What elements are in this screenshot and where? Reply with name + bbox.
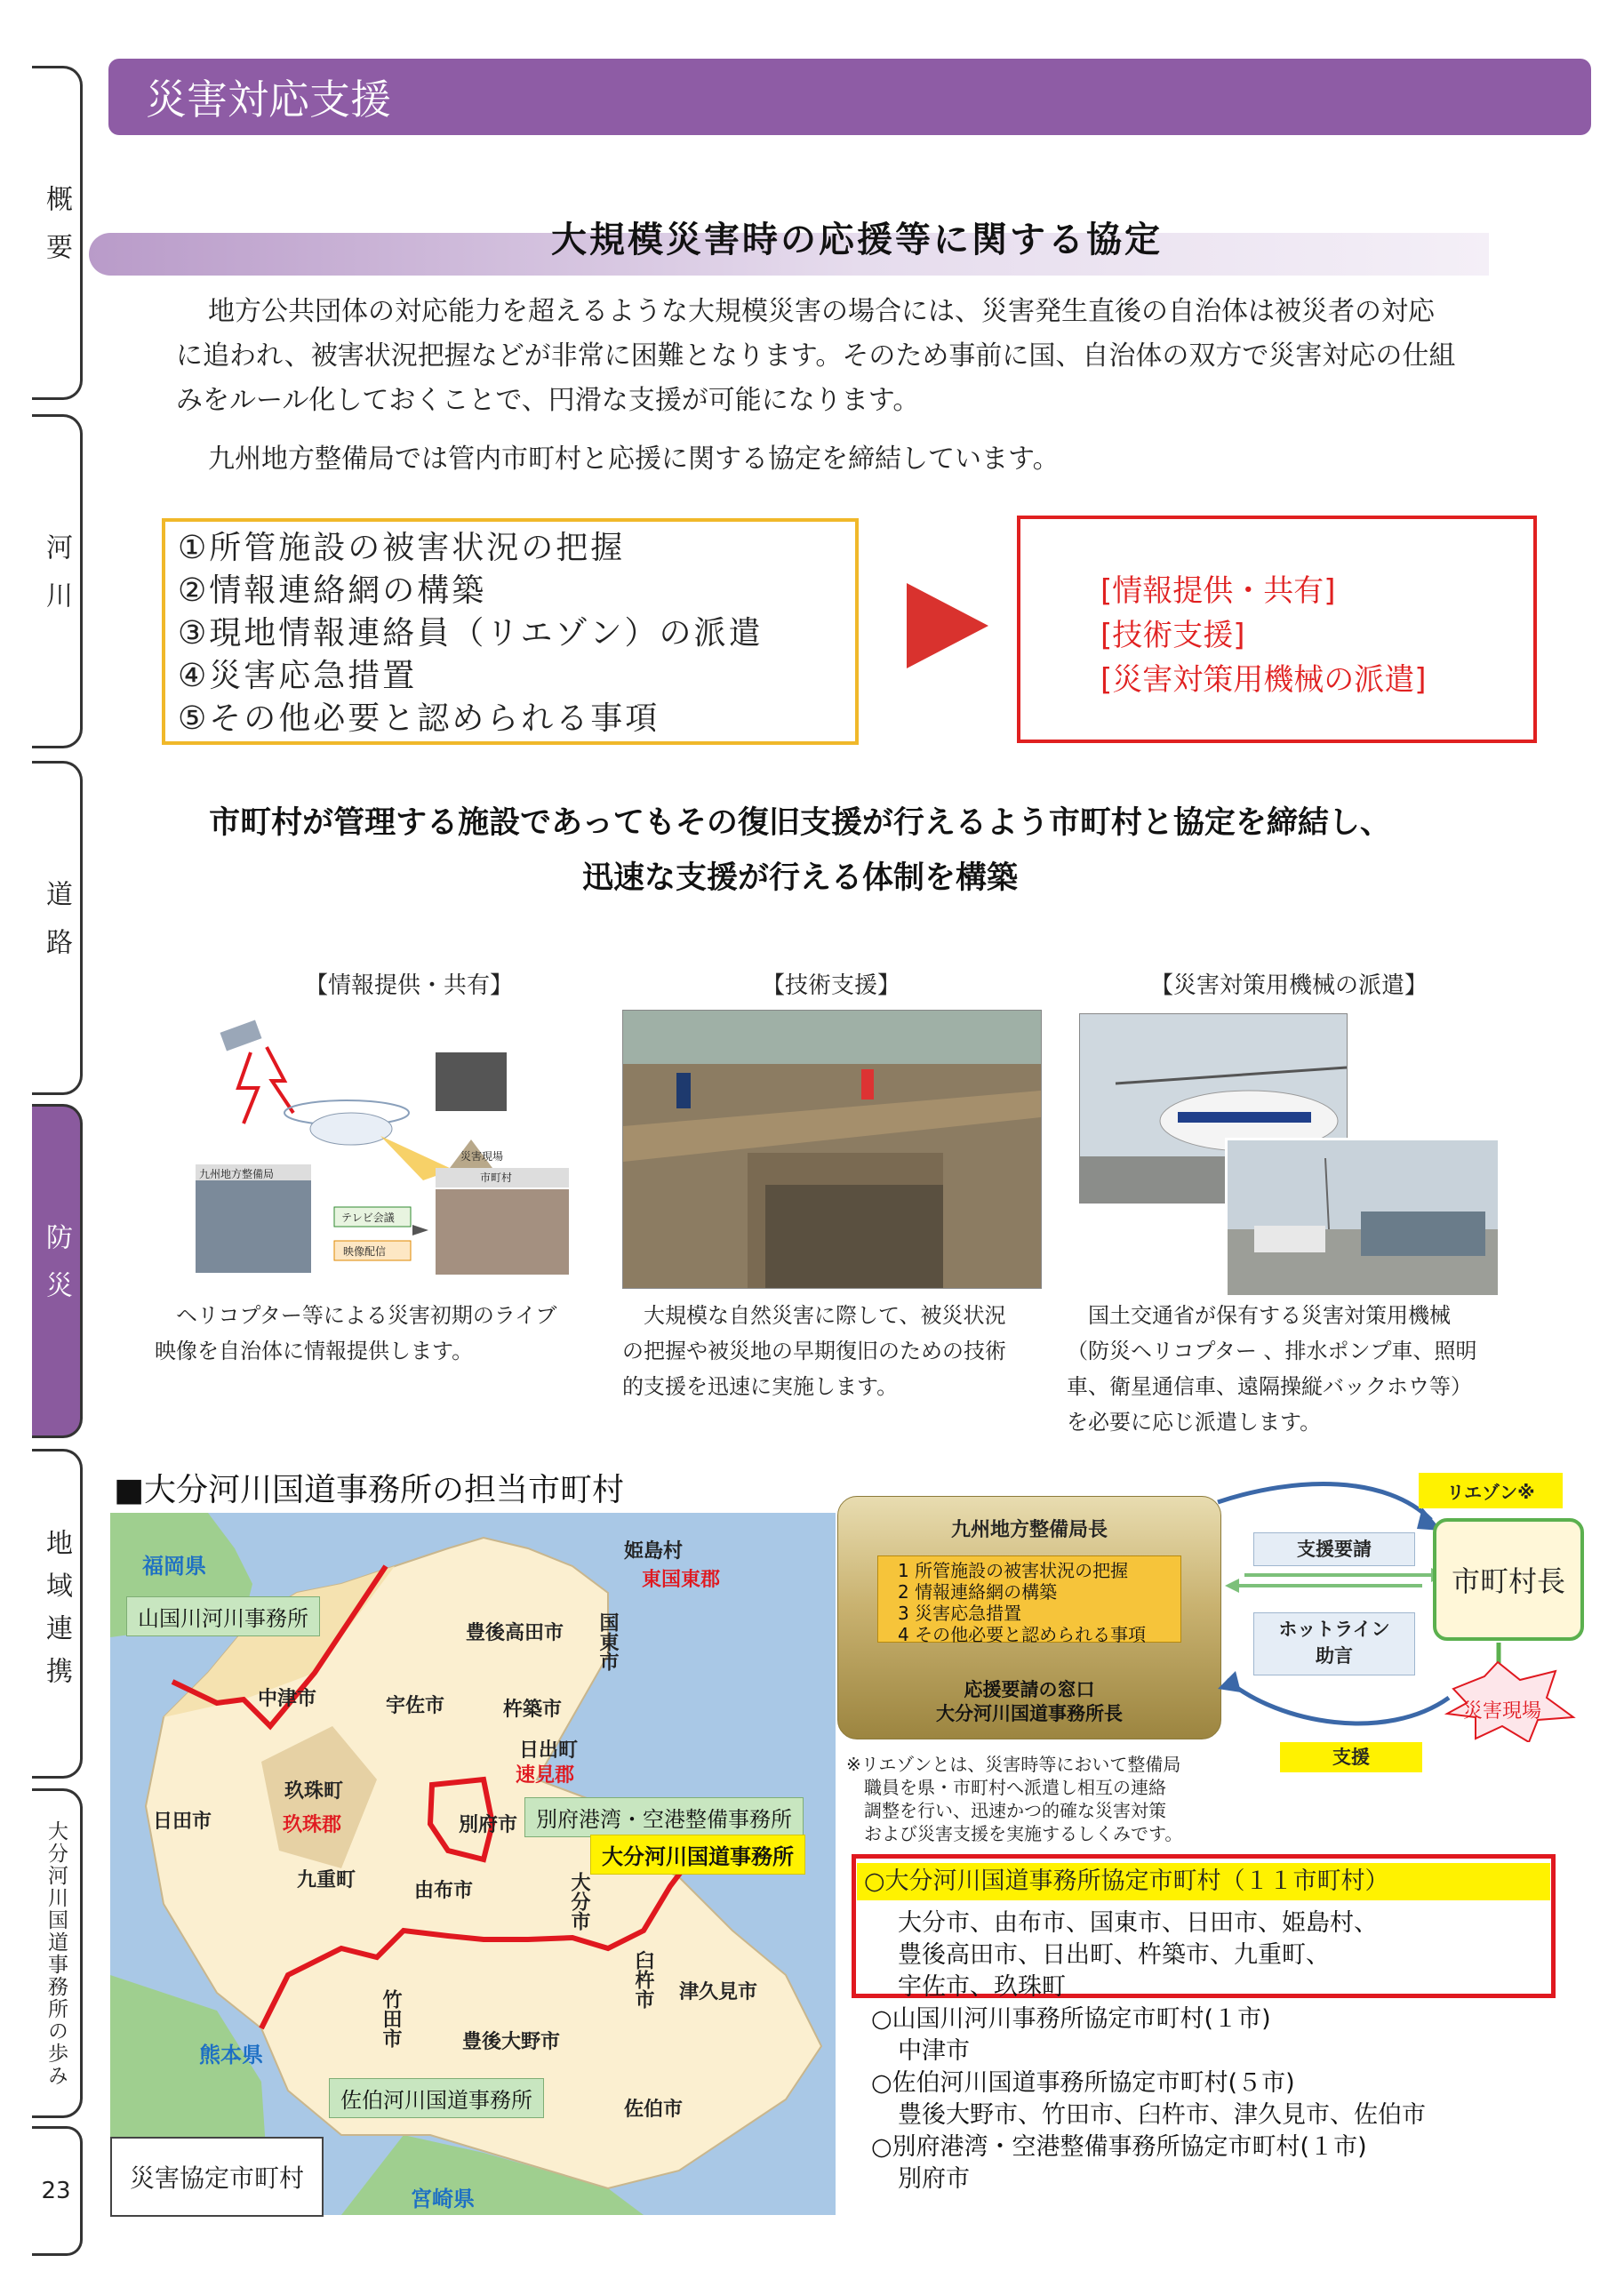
place-hayami: 速見郡 [516,1764,575,1787]
section-subtitle: 大規模災害時の応援等に関する協定 [551,220,1163,260]
saiki-list: 豊後大野市、竹田市、臼杵市、津久見市、佐伯市 [898,2101,1426,2129]
bureau-chief-panel [837,1496,1221,1739]
place-usa: 宇佐市 [386,1695,445,1717]
beppu-heading: ○別府港湾・空港整備事務所協定市町村(１市) [871,2133,1367,2161]
beppu-list: 別府市 [898,2165,970,2193]
hotline-label [1253,1612,1415,1675]
info-sharing-diagram [196,1006,596,1285]
helicopter-diagram-illustration [196,1006,596,1285]
liaison-note-line: ※リエゾンとは、災害時等において整備局 [846,1754,1181,1775]
col2-caption [622,1298,1058,1404]
place-hita: 日田市 [153,1811,212,1833]
place-kusugun: 玖珠郡 [283,1814,342,1836]
place-higashikunisaki: 東国東郡 [642,1569,721,1591]
place-kokonoe: 九重町 [297,1869,356,1891]
intro-line: みをルール化しておくことで、円滑な支援が可能になります。 [176,385,920,416]
bureau-item: 3 災害応急措置 [898,1603,1022,1624]
support-type: [情報提供・共有] [1100,573,1336,609]
place-bungoono: 豊後大野市 [462,2031,561,2053]
pref-fukuoka: 福岡県 [142,1554,206,1579]
place-saikishi: 佐伯市 [624,2099,684,2121]
technical-support-photo [622,1010,1042,1289]
col3-heading: 【災害対策用機械の派遣】 [1149,972,1428,999]
yamakuni-list: 中津市 [898,2037,970,2065]
agreement-items-box [162,518,859,745]
office-oita: 大分河川国道事務所 [590,1835,805,1875]
oita-agreement-list [898,1907,1378,2003]
saiki-heading: ○佐伯河川国道事務所協定市町村(５市) [871,2069,1295,2097]
oita-agreement-heading: ○大分河川国道事務所協定市町村（１１市町村） [857,1863,1550,1900]
support-types-box [1017,516,1537,743]
place-tsukumi: 津久見市 [679,1981,758,2003]
pref-kumamoto: 熊本県 [199,2043,263,2067]
place-bungotakada: 豊後高田市 [466,1622,564,1644]
yamakuni-heading: ○山国川河川事務所協定市町村(１市) [871,2005,1271,2033]
intro-line: に追われ、被害状況把握などが非常に困難となります。そのため事前に国、自治体の双方で災害対応の仕組 [176,340,1456,372]
col3-caption-line: 車、衛星通信車、遠隔操縦バックホウ等） [1067,1374,1472,1399]
diagram-kyushu-label: 九州地方整備局 [199,1168,275,1180]
place-usuki: 臼杵市 [632,1950,654,2009]
oita-agreement-line: 宇佐市、玖珠町 [898,1973,1066,2001]
col3-caption-line: 国土交通省が保有する災害対策用機械 [1067,1303,1451,1328]
col2-heading: 【技術支援】 [761,972,900,999]
other-agreements [871,2003,1426,2195]
col1-caption-line: 映像を自治体に情報提供します。 [155,1339,474,1363]
col3-caption [1067,1298,1529,1440]
oita-map [110,1513,836,2215]
place-himeshima: 姫島村 [624,1540,684,1563]
oita-agreement-line: 大分市、由布市、国東市、日田市、姫島村、 [898,1909,1378,1937]
agreement-item: ④災害応急措置 [178,658,418,694]
bureau-chief-title: 九州地方整備局長 [950,1519,1108,1541]
map-section-title: ■大分河川国道事務所の担当市町村 [114,1472,625,1508]
col1-caption-line: ヘリコプター等による災害初期のライブ [155,1303,557,1328]
request-window [838,1678,1220,1726]
disaster-site-label: 災害現場 [1463,1700,1542,1723]
intro-paragraph [176,290,1536,423]
bureau-item: 4 その他必要と認められる事項 [898,1624,1147,1645]
agreement-item: ③現地情報連絡員（リエゾン）の派遣 [178,615,764,652]
agreement-item: ②情報連絡網の構築 [178,572,487,609]
sidebar-tab-community[interactable] [32,1449,83,1779]
key-message-line1: 市町村が管理する施設であってもその復旧支援が行えるよう市町村と協定を締結し、 [209,805,1391,841]
tab-label: 道路 [41,880,72,976]
office-saiki: 佐伯河川国道事務所 [329,2078,544,2118]
tab-label: 概要 [41,185,72,281]
liaison-note-line: 職員を県・市町村へ派遣し相互の連絡 [846,1777,1166,1798]
support-request-label: 支援要請 [1253,1532,1415,1566]
sidebar-tab-history[interactable] [32,1788,83,2118]
col2-caption-line: 大規模な自然災害に際して、被災状況 [622,1303,1006,1328]
support-label: 支援 [1280,1742,1422,1772]
place-oitashi: 大分市 [568,1872,590,1931]
place-kunisaki: 国東市 [596,1612,619,1671]
bureau-item: 2 情報連絡網の構築 [898,1581,1058,1603]
tab-label: 地域連携 [41,1528,72,1699]
sidebar-tab-overview[interactable] [32,66,83,400]
page-title: 災害対応支援 [108,59,1591,135]
hotline-line: 助言 [1316,1645,1353,1667]
diagram-site-label: 災害現場 [460,1150,504,1163]
office-beppu: 別府港湾・空港整備事務所 [524,1797,804,1837]
mayor-box: 市町村長 [1433,1518,1584,1641]
col3-caption-line: を必要に応じ派遣します。 [1067,1410,1322,1435]
oita-agreement-line: 豊後高田市、日出町、杵築市、九重町、 [898,1941,1330,1969]
liaison-label: リエゾン※ [1419,1473,1563,1508]
col3-caption-line: （防災ヘリコプター 、排水ポンプ車、照明 [1067,1339,1477,1363]
col2-caption-line: 的支援を迅速に実施します。 [622,1374,899,1399]
tab-label: 大分河川国道事務所の歩み [44,1819,68,2087]
page-number: 23 [32,2126,83,2256]
request-window-line: 応援要請の窓口 [964,1679,1095,1700]
hotline-line: ホットライン [1278,1619,1390,1640]
col1-heading: 【情報提供・共有】 [304,972,513,999]
col1-caption [155,1298,590,1369]
place-kitsuki: 杵築市 [503,1699,563,1721]
pump-truck-photo [1225,1138,1500,1298]
place-kusu: 玖珠町 [284,1780,344,1803]
place-hiji: 日出町 [519,1739,579,1762]
diagram-tv-label: テレビ会議 [341,1211,395,1224]
sidebar-tab-disaster[interactable] [32,1104,83,1438]
agreement-paragraph: 九州地方整備局では管内市町村と応援に関する協定を締結しています。 [208,444,1060,475]
support-type: [災害対策用機械の派遣] [1100,662,1427,698]
support-type: [技術支援] [1100,618,1245,653]
tab-label: 河川 [41,533,72,629]
bureau-item: 1 所管施設の被害状況の把握 [898,1560,1129,1581]
place-nakatsu: 中津市 [258,1688,317,1710]
sidebar-tab-road[interactable] [32,761,83,1095]
liaison-note [846,1753,1220,1845]
pref-miyazaki: 宮崎県 [411,2187,475,2211]
place-taketa: 竹田市 [380,1989,402,2048]
bureau-items [877,1555,1181,1643]
tab-label: 防災 [41,1223,72,1319]
place-beppushi: 別府市 [459,1814,518,1836]
diagram-video-label: 映像配信 [343,1245,387,1258]
sidebar-tab-river[interactable] [32,414,83,748]
map-legend: 災害協定市町村 [110,2137,324,2217]
office-yamakuni: 山国川河川事務所 [126,1596,320,1636]
agreement-item: ①所管施設の被害状況の把握 [178,530,626,566]
diagram-city-label: 市町村 [480,1171,513,1184]
request-window-line: 大分河川国道事務所長 [936,1703,1123,1724]
intro-line: 地方公共団体の対応能力を超えるような大規模災害の場合には、災害発生直後の自治体は被災者の対応 [208,296,1435,327]
liaison-note-line: および災害支援を実施するしくみです。 [846,1823,1183,1844]
agreement-item: ⑤その他必要と認められる事項 [178,700,660,737]
col2-caption-line: の把握や被災地の早期復旧のための技術 [622,1339,1006,1363]
liaison-note-line: 調整を行い、迅速かつ的確な災害対策 [846,1800,1166,1821]
key-message-line2: 迅速な支援が行える体制を構築 [581,860,1018,896]
place-yufu: 由布市 [414,1880,474,1902]
right-arrow-icon [907,583,988,668]
